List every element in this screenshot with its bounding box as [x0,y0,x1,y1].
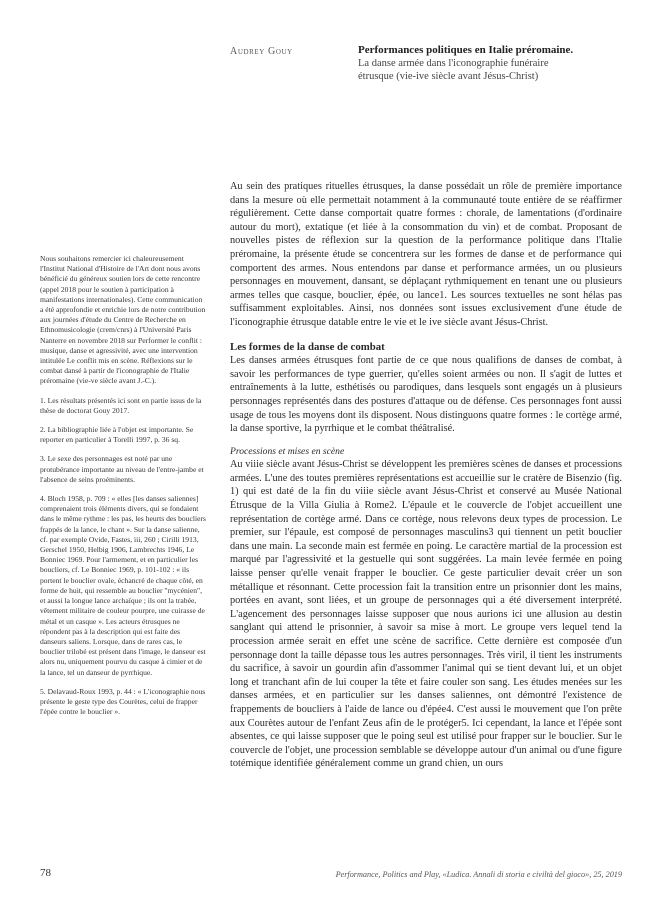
journal-citation: Performance, Politics and Play, «Ludica. Annali di storia e civiltà del gioco», 25, 2019 [335,870,622,879]
footnote: 5. Delavaud-Roux 1993, p. 44 : « L'iconographie nous présente le geste type des Courètes, celui de frapper l'épée contre le bouclier ». [40,686,206,717]
article-subtitle-line-1: La danse armée dans l'iconographie funéraire [358,58,549,69]
footnote: 3. Le sexe des personnages est noté par une protubérance importante au niveau de l'entre-jambe et l'absence de seins proéminents. [40,454,204,484]
article-title: Performances politiques en Italie préromaine. [358,44,574,56]
article-subtitle-line-2: étrusque (vie-ive siècle avant Jésus-Christ) [358,71,539,82]
running-header-author: Audrey Gouy [230,46,293,57]
subsection-paragraph: Au viiie siècle avant Jésus-Christ se développent les premières scènes de danses et processions armées. L'une des toutes premières représentations est accueillie sur le cratère de Bisenzio (fig. 1) qui est daté de la fin du viiie siècle avant Jésus-Christ et conservé au Musée National Étrusque de la Villa Giulia à Rome2. L'épaule et le couvercle de l'objet accueillent une représentation de cortège armé. Dans ce cortège, nous relevons deux types de procession. Le premier, sur l'épaule, est composé de personnages masculins3 qui tiennent un petit bouclier dans une main. La seconde main est fermée en poing. Le caractère martial de la procession est marqué par l'agressivité et la gestuelle qui sont suggérées. La main levée fermée en poing laisse penser qu'elle venait frapper le bouclier. Ce geste particulier devait créer un son métallique et résonnant. Cette procession fait la transition entre un prisonnier dont les mains, portées en avant, sont liées, et un groupe de personnages qui a été diversement interprété. L'agencement des personnages laisse supposer que nous aurions ici une allusion au destin sanglant qui attend le prisonnier, à savoir sa mise à mort. Le groupe vers lequel tend la procession armée serait en effet une scène de sacrifice. Cette dernière est composée d'un personnage dont la taille dépasse tous les autres personnages. Très viril, il tient les instruments du sacrifice, à savoir un gourdin afin d'assommer l'animal qui se tient devant lui, et un objet long et tranchant afin de lui couper la tête et faire couler son sang. Les études menées sur les danses armées, et en particulier sur les danses saliennes, ont démontré l'existence de frappements de boucliers à l'aide de lance ou d'épée4. C'est aussi le mouvement que l'on prête aux Courètes autour de l'enfant Zeus afin de le protéger5. Ici cependant, la lance et l'épée sont absentes, ce qui laisse supposer que le poing seul est utilisé pour frapper sur le bouclier. Sur le couvercle de l'objet, une procession semblable se développe autour d'un animal ou d'une figure totémique identifiée généralement comme un grand chien, un ours [230,459,622,770]
subsection-heading: Processions et mises en scène [230,445,345,457]
footnote: 4. Bloch 1958, p. 709 : « elles [les danses saliennes] comprenaient trois éléments divers, qui se fondaient dans le même rythme : les pas, les heurts des boucliers frappés de la lance, le chant ». Sur la danse salienne, cf. par exemple Ovide, Fastes, iii, 260 ; Cirilli 1913, Gerschel 1950, Helbig 1906, Lambrechts 1946, Le Bonniec 1969. Pour l'armement, et en particulier les boucliers, cf. Le Bonniec 1969, p. 101-102 : « ils portent le bouclier ovale, échancré de chaque côté, en forme de huit, qui ressemble au bouclier "mycénien", et aussi la longue lance archaïque ; ils ont la trabée, vêtement militaire de couleur pourpre, une cuirasse de métal et un casque ». Les acteurs étrusques ne répondent pas à la description qui est faite des danseurs saliens. Lorsque, dans de rares cas, le bouclier trilobé est présent dans l'image, le danseur est alors nu, uniquement pourvu du casque à cimier et de la lance, tel un danseur de pyrrhique. [40,494,206,677]
intro-paragraph: Au sein des pratiques rituelles étrusques, la danse possédait un rôle de première importance dans la mesure où elle permettait notamment à la communauté toute entière de se réaffirmer régulièrement. Cette danse comportait quatre formes : chorale, de lamentations (d'ordinaire autour du mort), extatique (et liée à la consommation du vin) et de combat. Proposant de nouvelles pistes de réflexion sur la question de la performance politique dans l'Italie préromaine, la présente étude se concentrera sur les formes de danse et de performance qui comportent des armes. Nous entendons par danse et performance armées, un ou plusieurs personnages en mouvement, dansant, se déplaçant rythmiquement en tenant une ou plusieurs armes telles que casque, bouclier, épée, ou lance1. Les sources textuelles ne sont hélas pas suffisamment exploitables. Ainsi, nos données sont issues exclusivement d'une étude de l'iconographie étrusque datable entre le vie et le ive siècle avant Jésus-Christ. [230,181,622,328]
footnote: 2. La bibliographie liée à l'objet est importante. Se reporter en particulier à Torelli 1997, p. 36 sq. [40,425,194,445]
section-heading: Les formes de la danse de combat [230,340,385,353]
main-text-column [230,180,622,771]
page-number: 78 [40,867,51,879]
section-paragraph: Les danses armées étrusques font partie de ce que nous qualifions de danses de combat, à savoir les performances de type guerrier, qu'elles soient armées ou non. Il s'agit de luttes et entraînements à la lutte, esthétisés ou parodiques, dans lesquels sont engagés un à plusieurs personnages représentés dans des postures d'attaque ou de défense. Ces personnages font aussi usage de tous les moyens dont ils disposent. Nous distinguons quatre formes : le cortège armé, la danse sportive, la pyrrhique et le combat théâtralisé. [230,355,622,435]
running-header [358,44,618,83]
footnote: 1. Les résultats présentés ici sont en partie issus de la thèse de doctorat Gouy 2017. [40,395,202,415]
acknowledgement-note: Nous souhaitons remercier ici chaleureusement l'Institut National d'Histoire de l'Art dont nous avons bénéficié du généreux soutien lors de cette rencontre (appel 2018 pour le soutien à participation à manifestations internationales). Cette communication a été approfondie et enrichie lors de notre contribution aux journées d'étude du Centre de Recherche en Ethnomusicologie (crem/cnrs) à l'Université Paris Nanterre en novembre 2018 sur Performer le conflit : musique, danse et agressivité, avec une intervention intitulée Le conflit mis en scène. Réflexions sur le combat dansé à partir de l'iconographie de l'Italie préromaine (vie-ve siècle avant J.-C.). [40,254,206,386]
footnotes-column [40,254,206,726]
